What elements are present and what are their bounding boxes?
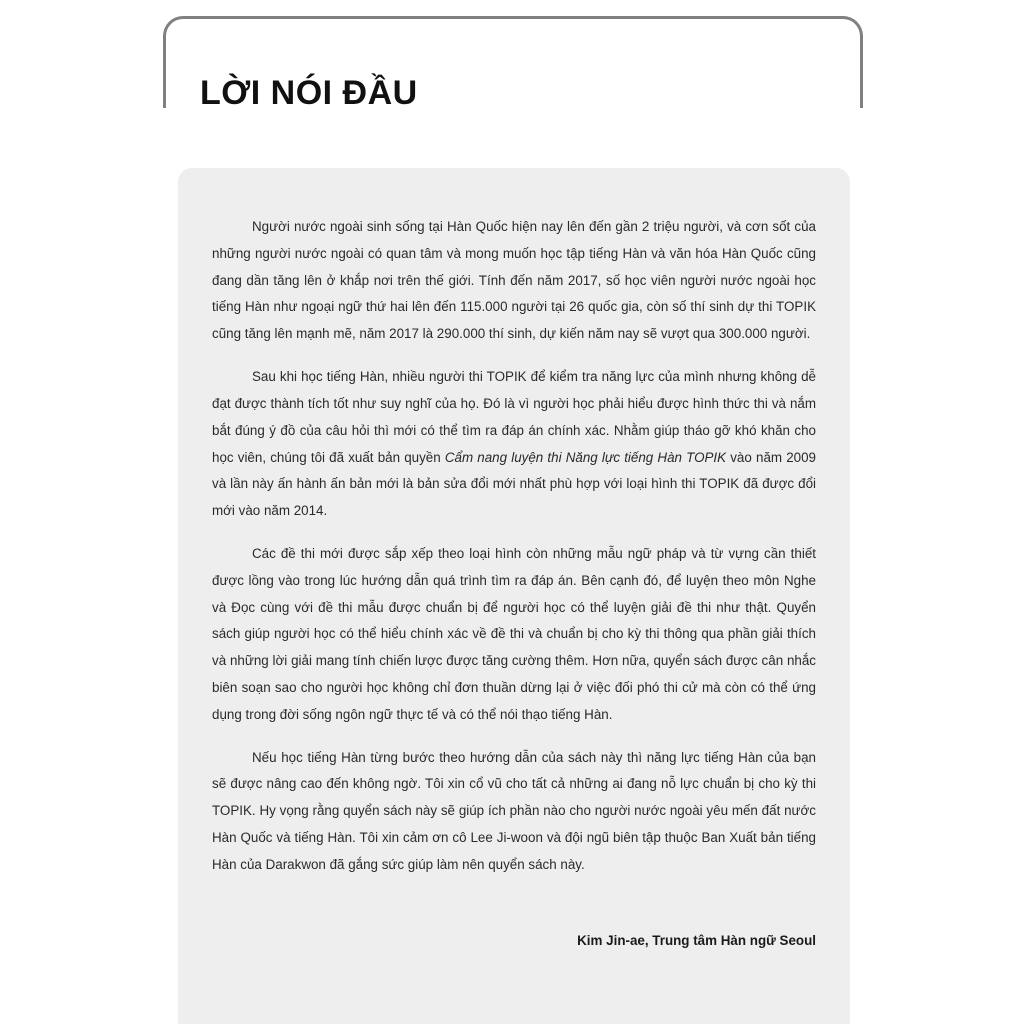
signature-line: Kim Jin-ae, Trung tâm Hàn ngữ Seoul xyxy=(577,933,816,948)
preface-content-card xyxy=(178,168,850,1024)
paragraph-4: Nếu học tiếng Hàn từng bước theo hướng dẫn của sách này thì năng lực tiếng Hàn của bạn sẽ được nâng cao đến không ngờ. Tôi xin cổ vũ cho tất cả những ai đang nỗ lực chuẩn bị cho kỳ thi TOPIK. Hy vọng rằng quyển sách này sẽ giúp ích phần nào cho người nước ngoài yêu mến đất nước Hàn Quốc và tiếng Hàn. Tôi xin cảm ơn cô Lee Ji-woon và đội ngũ biên tập thuộc Ban Xuất bản tiếng Hàn của Darakwon đã gắng sức giúp làm nên quyển sách này. xyxy=(212,749,816,872)
paragraph-2-tail: vào năm 2009 và lần này ấn hành ấn bản mới là bản sửa đổi mới nhất phù hợp với loại hình thi TOPIK đã được đổi mới vào năm 2014. xyxy=(212,449,816,519)
paragraph-1: Người nước ngoài sinh sống tại Hàn Quốc hiện nay lên đến gần 2 triệu người, và cơn sốt của những người nước ngoài có quan tâm và mong muốn học tập tiếng Hàn và văn hóa Hàn Quốc cũng đang dần tăng lên ở khắp nơi trên thế giới. Tính đến năm 2017, số học viên người nước ngoài học tiếng Hàn như ngoại ngữ thứ hai lên đến 115.000 người tại 26 quốc gia, còn số thí sinh dự thi TOPIK cũng tăng lên mạnh mẽ, năm 2017 là 290.000 thí sinh, dự kiến năm nay sẽ vượt qua 300.000 người. xyxy=(212,219,816,342)
paragraph-2 xyxy=(212,364,816,525)
page-title: LỜI NÓI ĐẦU xyxy=(200,73,418,112)
paragraph-2-lead: Sau khi học tiếng Hàn, nhiều người thi TOPIK để kiểm tra năng lực của mình nhưng không dễ đạt được thành tích tốt như suy nghĩ của họ. Đó là vì người học phải hiểu được hình thức thi và nắm bắt đúng ý đồ của câu hỏi thì mới có thể tìm ra đáp án chính xác. Nhằm giúp tháo gỡ khó khăn cho học viên, chúng tôi đã xuất bản quyền xyxy=(212,369,816,465)
book-title-italic: Cẩm nang luyện thi Năng lực tiếng Hàn TOPIK xyxy=(444,449,727,465)
paragraph-3: Các đề thi mới được sắp xếp theo loại hình còn những mẫu ngữ pháp và từ vựng cần thiết được lồng vào trong lúc hướng dẫn quá trình tìm ra đáp án. Bên cạnh đó, để luyện theo môn Nghe và Đọc cùng với đề thi mẫu được chuẩn bị để người học có thể luyện giải đề thi như thật. Quyển sách giúp người học có thể hiểu chính xác về đề thi và chuẩn bị cho kỳ thi thông qua phần giải thích và những lời giải mang tính chiến lược được tăng cường thêm. Hơn nữa, quyển sách được cân nhắc biên soạn sao cho người học không chỉ đơn thuần dừng lại ở việc đối phó thi cử mà còn có thể ứng dụng trong đời sống ngôn ngữ thực tế và có thể nói thạo tiếng Hàn. xyxy=(212,545,816,722)
